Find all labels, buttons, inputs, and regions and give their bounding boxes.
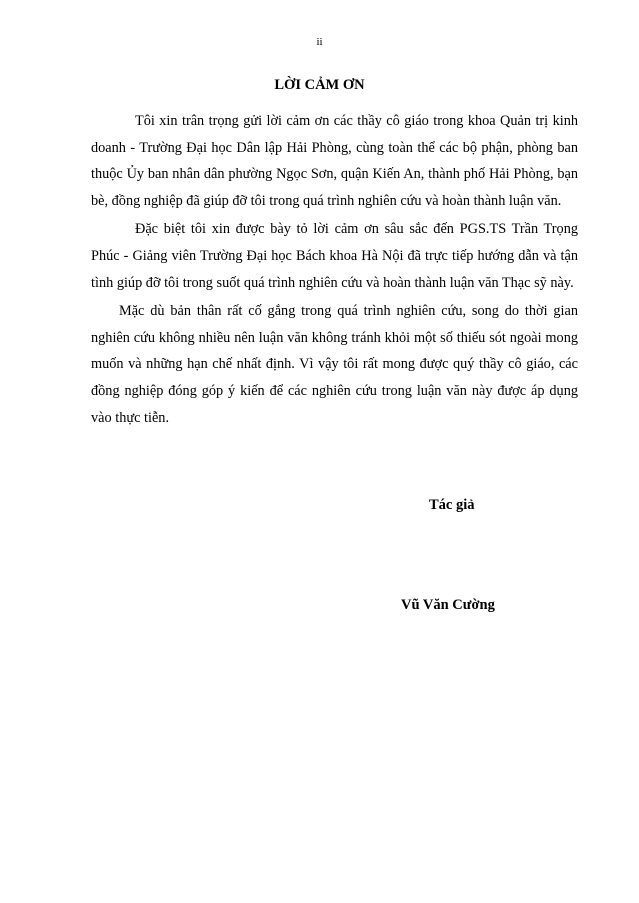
paragraph-limitations: Mặc dù bản thân rất cố gắng trong quá trình nghiên cứu, song do thời gian nghiên cứu không nhiều nên luận văn không tránh khỏi một số thiếu sót ngoài mong muốn và những hạn chế nhất định. Vì vậy tôi rất mong được quý thầy cô giáo, các đồng nghiệp đóng góp ý kiến để các nghiên cứu trong luận văn này được áp dụng vào thực tiễn. bbox=[91, 303, 578, 426]
author-name: Vũ Văn Cường bbox=[401, 597, 495, 613]
author-role: Tác giả bbox=[429, 497, 475, 513]
page-title: LỜI CẢM ƠN bbox=[274, 77, 365, 93]
acknowledgement-body bbox=[91, 108, 578, 431]
paragraph-thanks-faculty: Tôi xin trân trọng gửi lời cảm ơn các thầy cô giáo trong khoa Quản trị kinh doanh - Trường Đại học Dân lập Hải Phòng, cùng toàn thể các bộ phận, phòng ban thuộc Ủy ban nhân dân phường Ngọc Sơn, quận Kiến An, thành phố Hải Phòng, bạn bè, đồng nghiệp đã giúp đỡ tôi trong quá trình nghiên cứu và hoàn thành luận văn. bbox=[91, 113, 578, 209]
paragraph-thanks-advisor: Đặc biệt tôi xin được bày tỏ lời cảm ơn sâu sắc đến PGS.TS Trần Trọng Phúc - Giảng viên Trường Đại học Bách khoa Hà Nội đã trực tiếp hướng dẫn và tận tình giúp đỡ tôi trong suốt quá trình nghiên cứu và hoàn thành luận văn Thạc sỹ này. bbox=[91, 221, 578, 291]
page-number: ii bbox=[316, 36, 323, 48]
